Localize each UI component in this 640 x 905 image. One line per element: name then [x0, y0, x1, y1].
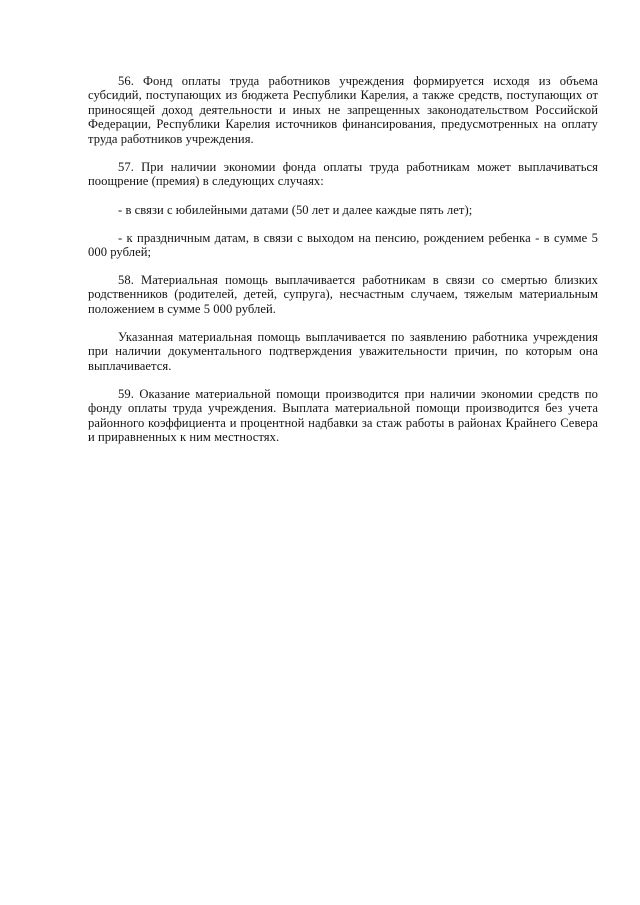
paragraph-57: 57. При наличии экономии фонда оплаты труда работникам может выплачиваться поощрение (премия) в следующих случаях: — [88, 160, 598, 189]
bullet-anniversary: - в связи с юбилейными датами (50 лет и далее каждые пять лет); — [118, 203, 473, 217]
paragraph-56: 56. Фонд оплаты труда работников учреждения формируется исходя из объема субсидий, поступающих из бюджета Республики Карелия, а также средств, поступающих от приносящей доход деятельности и иных не запрещенных законодательством Российской Федерации, Республики Карелия источников финансирования, предусмотренных на оплату труда работников учреждения. — [88, 74, 598, 146]
paragraph-59: 59. Оказание материальной помощи производится при наличии экономии средств по фонду оплаты труда учреждения. Выплата материальной помощи производится без учета районного коэффициента и процентной надбавки за стаж работы в районах Крайнего Севера и приравненных к ним местностях. — [88, 387, 598, 445]
paragraph-58: 58. Материальная помощь выплачивается работникам в связи со смертью близких родственников (родителей, детей, супруга), несчастным случаем, тяжелым материальным положением в сумме 5 000 рублей. — [88, 273, 598, 316]
paragraph-material-aid-note: Указанная материальная помощь выплачивается по заявлению работника учреждения при наличии документального подтверждения уважительности причин, по которым она выплачивается. — [88, 330, 598, 373]
bullet-holidays: - к праздничным датам, в связи с выходом на пенсию, рождением ребенка - в сумме 5 000 рублей; — [88, 231, 598, 260]
